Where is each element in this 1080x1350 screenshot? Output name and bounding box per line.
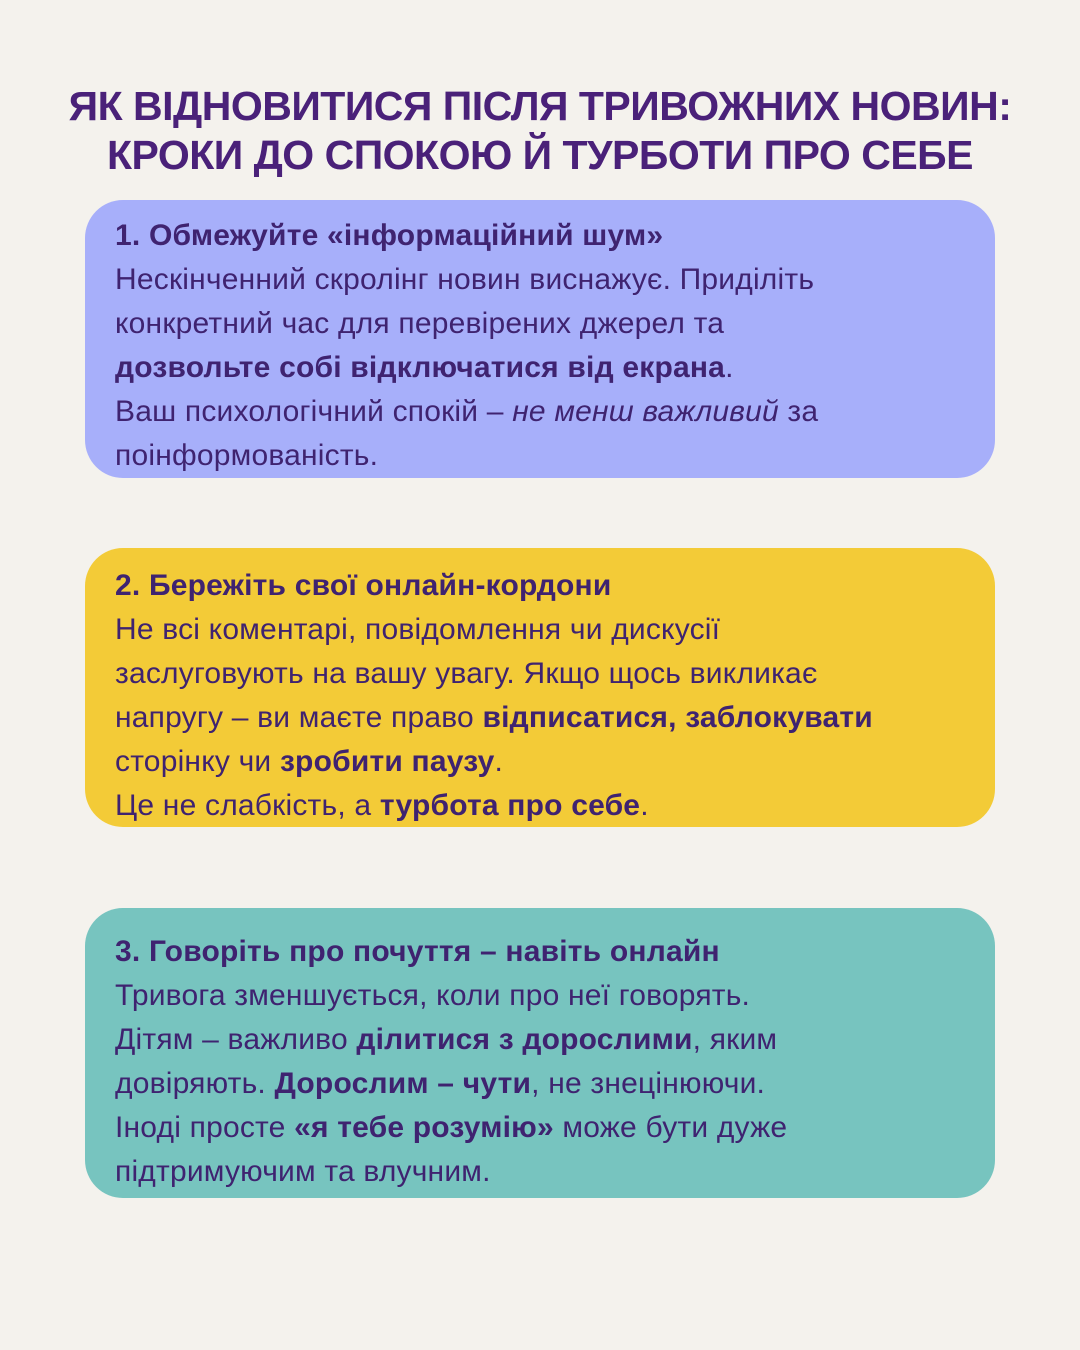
text-segment: . xyxy=(640,789,649,822)
text-segment: Не всі коментарі, повідомлення чи дискусії xyxy=(115,613,721,646)
card-text xyxy=(115,564,965,828)
card-text-line xyxy=(115,652,965,696)
text-segment: 2. Бережіть свої онлайн-кордони xyxy=(115,569,612,602)
card-heading xyxy=(115,564,965,608)
text-segment: поінформованість. xyxy=(115,439,379,472)
card-text-line xyxy=(115,1150,965,1194)
text-segment: відписатися, xyxy=(482,701,677,734)
text-segment: , яким xyxy=(692,1023,778,1056)
text-segment: за xyxy=(778,395,819,428)
card-text-line xyxy=(115,346,965,390)
page-title xyxy=(0,82,1080,180)
card-heading xyxy=(115,930,965,974)
card-text-line xyxy=(115,608,965,652)
card-text-line xyxy=(115,740,965,784)
card-heading xyxy=(115,214,965,258)
card-text-line xyxy=(115,434,965,478)
card-text xyxy=(115,214,965,478)
text-segment: сторінку чи xyxy=(115,745,280,778)
card-text-line xyxy=(115,1062,965,1106)
text-segment: Тривога зменшується, коли про неї говорять. xyxy=(115,979,751,1012)
card-text-line xyxy=(115,390,965,434)
text-segment: . xyxy=(494,745,504,778)
text-segment: . xyxy=(725,351,734,384)
text-segment: 1. Обмежуйте «інформаційний шум» xyxy=(115,219,664,252)
text-segment: заблокувати xyxy=(685,701,873,734)
text-segment: турбота про себе xyxy=(379,789,641,822)
text-segment: підтримуючим та влучним. xyxy=(115,1155,491,1188)
text-segment: Це не слабкість, а xyxy=(115,789,380,822)
text-segment: конкретний час для перевірених джерел та xyxy=(115,307,725,340)
card-text-line xyxy=(115,1106,965,1150)
card-text-line xyxy=(115,784,965,828)
text-segment: 3. Говоріть про почуття – навіть онлайн xyxy=(115,935,720,968)
text-segment: Нескінченний скролінг новин виснажує. Приділіть xyxy=(115,263,815,296)
text-segment: дозвольте собі відключатися від екрана xyxy=(115,351,726,384)
text-segment: Іноді просте xyxy=(115,1111,295,1144)
card-text-line xyxy=(115,974,965,1018)
text-segment: напругу – ви маєте право xyxy=(115,701,483,734)
text-segment xyxy=(677,701,686,734)
text-segment: , не знецінюючи. xyxy=(531,1067,766,1100)
card-text-line xyxy=(115,302,965,346)
page-title-line-2: КРОКИ ДО СПОКОЮ Й ТУРБОТИ ПРО СЕБЕ xyxy=(106,132,973,178)
text-segment: може бути дуже xyxy=(553,1111,788,1144)
card-text-line xyxy=(115,1018,965,1062)
text-segment: «я тебе розумію» xyxy=(294,1111,554,1144)
text-segment: Дітям – важливо xyxy=(115,1023,357,1056)
card-protect-online-boundaries xyxy=(85,548,995,827)
page-title-line-1: ЯК ВІДНОВИТИСЯ ПІСЛЯ ТРИВОЖНИХ НОВИН: xyxy=(68,83,1012,129)
text-segment: Дорослим – чути xyxy=(274,1067,532,1100)
text-segment: зробити паузу xyxy=(279,745,495,778)
card-text-line xyxy=(115,258,965,302)
card-talk-about-feelings xyxy=(85,908,995,1198)
text-segment: ділитися з дорослими xyxy=(356,1023,693,1056)
text-segment: довіряють. xyxy=(115,1067,275,1100)
card-limit-information-noise xyxy=(85,200,995,478)
text-segment: не менш важливий xyxy=(512,395,779,428)
text-segment: заслуговують на вашу увагу. Якщо щось викликає xyxy=(115,657,818,690)
text-segment: Ваш психологічний спокій – xyxy=(115,395,513,428)
card-text-line xyxy=(115,696,965,740)
card-text xyxy=(115,930,965,1194)
